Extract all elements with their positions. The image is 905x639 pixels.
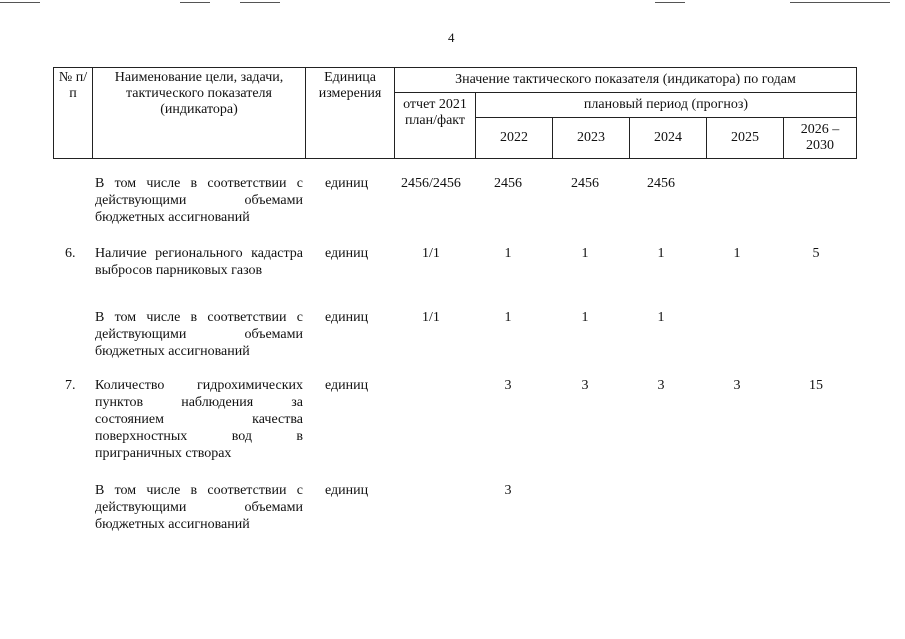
row-unit: единиц [325, 378, 369, 393]
header-year: 2026 – 2030 [784, 118, 857, 159]
row-value: 1 [657, 246, 665, 261]
header-year: 2023 [553, 118, 630, 159]
scan-edge-rule [790, 2, 890, 3]
row-value: 1 [733, 246, 741, 261]
table-row [53, 175, 853, 245]
row-fact: 1/1 [422, 310, 440, 325]
header-year: 2025 [707, 118, 784, 159]
row-fact: 2456/2456 [401, 176, 461, 191]
row-name: Количество гидрохимических пунктов наблюдения за состоянием качества поверхностных вод в приграничных створах [95, 378, 303, 461]
table-header [53, 67, 857, 159]
row-value: 15 [809, 378, 823, 393]
scan-edge-rule [240, 2, 280, 3]
row-value: 3 [504, 483, 512, 498]
row-value: 2456 [571, 176, 599, 191]
row-unit: единиц [325, 310, 369, 325]
row-value: 2456 [647, 176, 675, 191]
table-row [53, 377, 853, 482]
header-year: 2022 [476, 118, 553, 159]
row-value: 2456 [494, 176, 522, 191]
row-value: 3 [657, 378, 665, 393]
table-row [53, 309, 853, 377]
row-num: 6. [65, 246, 76, 261]
header-unit: Единица измерения [306, 68, 395, 159]
header-num: № п/п [54, 68, 93, 159]
row-fact: 1/1 [422, 246, 440, 261]
header-plan-period: плановый период (прогноз) [476, 93, 857, 118]
row-value: 1 [504, 246, 512, 261]
table-row [53, 482, 853, 542]
row-value: 3 [581, 378, 589, 393]
scan-edge-rule [180, 2, 210, 3]
row-value: 1 [657, 310, 665, 325]
row-unit: единиц [325, 176, 369, 191]
row-value: 1 [504, 310, 512, 325]
table-body [53, 175, 853, 542]
row-name: Наличие регионального кадастра выбросов парниковых газов [95, 246, 303, 278]
page-number: 4 [448, 30, 455, 45]
row-value: 5 [812, 246, 820, 261]
row-num: 7. [65, 378, 76, 393]
header-values-title: Значение тактического показателя (индикатора) по годам [395, 68, 857, 93]
header-report: отчет 2021 план/факт [395, 93, 476, 159]
row-name: В том числе в соответствии с действующими объемами бюджетных ассигнований [95, 483, 303, 532]
scan-edge-rule [655, 2, 685, 3]
row-value: 3 [504, 378, 512, 393]
scan-edge-rule [0, 2, 40, 3]
header-year: 2024 [630, 118, 707, 159]
row-value: 1 [581, 310, 589, 325]
row-value: 3 [733, 378, 741, 393]
row-unit: единиц [325, 246, 369, 261]
table-row [53, 245, 853, 309]
row-value: 1 [581, 246, 589, 261]
row-name: В том числе в соответствии с действующими объемами бюджетных ассигнований [95, 176, 303, 225]
row-unit: единиц [325, 483, 369, 498]
header-name: Наименование цели, задачи, тактического показателя (индикатора) [93, 68, 306, 159]
row-name: В том числе в соответствии с действующими объемами бюджетных ассигнований [95, 310, 303, 359]
